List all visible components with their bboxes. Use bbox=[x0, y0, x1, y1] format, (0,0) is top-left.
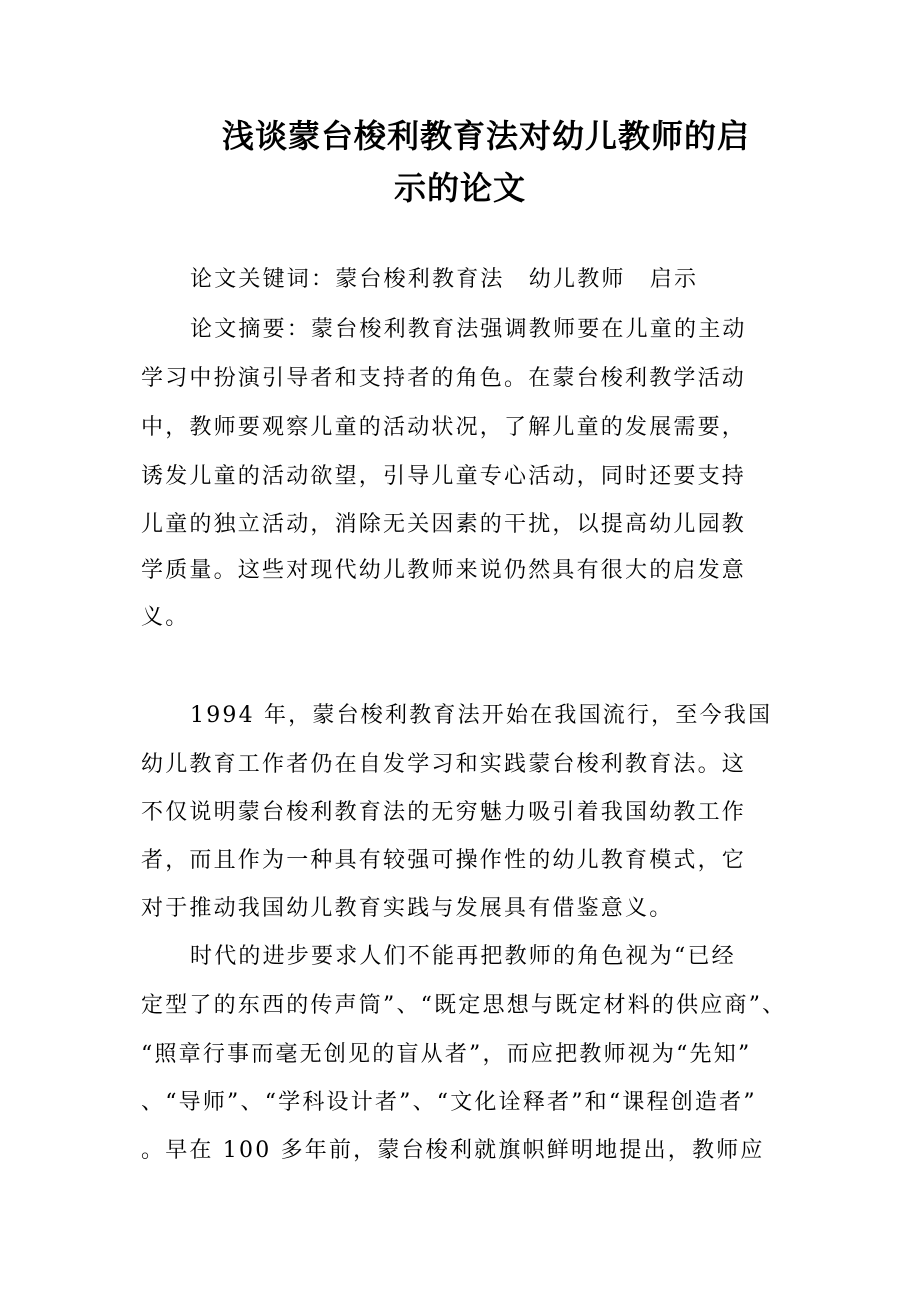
abstract-line: 论文摘要：蒙台梭利教育法强调教师要在儿童的主动 bbox=[190, 317, 747, 342]
paragraph-line: 者，而且作为一种具有较强可操作性的幼儿教育模式，它 bbox=[141, 848, 747, 873]
paragraph-line: 。早在 100 多年前，蒙台梭利就旗帜鲜明地提出，教师应 bbox=[141, 1138, 765, 1163]
paragraph-line: 对于推动我国幼儿教育实践与发展具有借鉴意义。 bbox=[141, 896, 674, 921]
paragraph-line: 不仅说明蒙台梭利教育法的无穷魅力吸引着我国幼教工作 bbox=[141, 800, 747, 825]
abstract-line: 中，教师要观察儿童的活动状况，了解儿童的发展需要， bbox=[141, 415, 747, 440]
abstract-line: 儿童的独立活动，消除无关因素的干扰，以提高幼儿园教 bbox=[141, 512, 747, 537]
abstract-line: 学质量。这些对现代幼儿教师来说仍然具有很大的启发意 bbox=[141, 558, 747, 583]
abstract-line: 义。 bbox=[141, 605, 190, 630]
paragraph-line: 定型了的东西的传声筒”、“既定思想与既定材料的供应商”、 bbox=[141, 993, 787, 1018]
paragraph-line: 1994 年，蒙台梭利教育法开始在我国流行，至今我国 bbox=[190, 703, 773, 728]
title-line-1: 浅谈蒙台梭利教育法对幼儿教师的启 bbox=[222, 117, 751, 155]
paragraph-line: 幼儿教育工作者仍在自发学习和实践蒙台梭利教育法。这 bbox=[141, 752, 747, 777]
abstract-line: 诱发儿童的活动欲望，引导儿童专心活动，同时还要支持 bbox=[141, 464, 747, 489]
paragraph-line: 时代的进步要求人们不能再把教师的角色视为“已经 bbox=[190, 944, 736, 969]
paragraph-line: “照章行事而毫无创见的盲从者”，而应把教师视为“先知” bbox=[141, 1042, 752, 1067]
paragraph-line: 、“导师”、“学科设计者”、“文化诠释者”和“课程创造者” bbox=[141, 1090, 757, 1115]
abstract-line: 学习中扮演引导者和支持者的角色。在蒙台梭利教学活动 bbox=[141, 366, 747, 391]
document-title bbox=[0, 110, 920, 214]
title-line-2: 示的论文 bbox=[394, 169, 527, 207]
keywords-line: 论文关键词：蒙台梭利教育法 幼儿教师 启示 bbox=[190, 267, 699, 292]
